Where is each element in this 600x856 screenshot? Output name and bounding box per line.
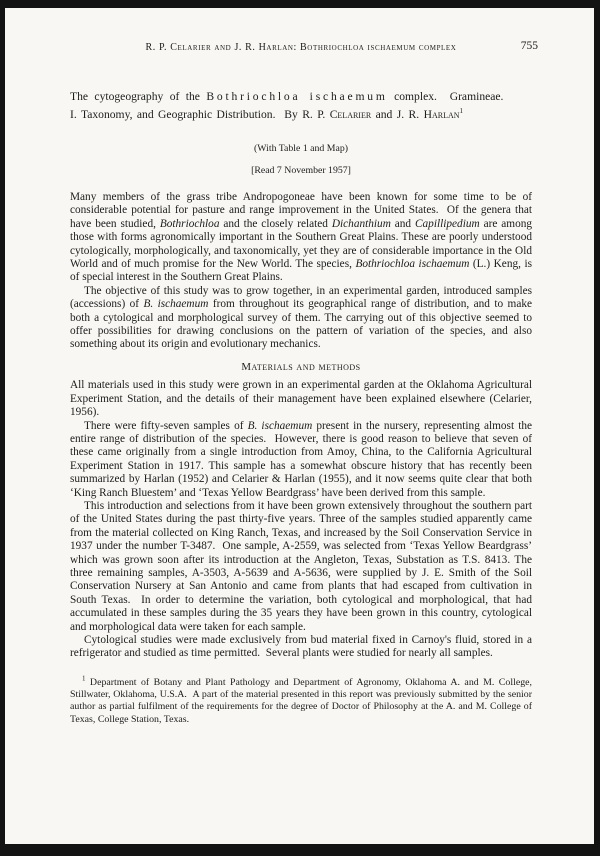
paragraph: The objective of this study was to grow together, in an experimental garden, introduced samples (accessions) of B. ischaemum from throughout its geographical range of distribution, and to make both a cytological and morphological survey of them. The carrying out of this objective seemed to offer possibilities for drawing conclusions on the pattern of variation of the species, and also something about its origin and evolutionary mechanics. [70, 284, 533, 351]
article-title-line2: I. Taxonomy, and Geographic Distribution. By R. P. Celarier and J. R. Harlan$^1$ [70, 107, 464, 121]
paragraph: Cytological studies were made exclusively from bud material fixed in Carnoy's fluid, stored in a refrigerator and studied as time permitted. Several plants were studied for nearly all samples. [70, 634, 532, 660]
read-date-note: [Read 7 November 1957] [251, 165, 351, 176]
paragraph: There were fifty-seven samples of B. ischaemum present in the nursery, representing almost the entire range of distribution of the species. However, there is good reason to believe that seven of these came originally from a single introduction from Amoy, China, to the California Agricultural Experiment Station in 1917. This sample has a somewhat obscure history that has recently been summarized by Harlan (1952) and Celarier & Harlan (1955), and it now seems quite clear that both ‘King Ranch Bluestem’ and ‘Texas Yellow Beardgrass’ have been derived from this sample. [70, 419, 532, 499]
table-map-note: (With Table 1 and Map) [254, 143, 348, 154]
paragraph: Many members of the grass tribe Andropogoneae have been known for some time to be of considerable potential for pasture and range improvement in the United States. Of the genera that have been studied, Bothriochloa and the closely related Dichanthium and Capillipedium are among those with forms agronomically important in the Southern Great Plains. These are poorly understood cytologically, morphologically, and taxonomically, yet they are of considerable importance in the Old World and of much promise for the New World. The species, Bothriochloa ischaemum (L.) Keng, is of special interest in the Southern Great Plains. [70, 191, 533, 284]
section-heading: Materials and methods [241, 360, 361, 373]
article-title-line1: The cytogeography of the Bothriochloa ischaemum complex. Gramineae. [70, 90, 504, 103]
paragraph: All materials used in this study were grown in an experimental garden at the Oklahoma Agricultural Experiment Station, and the details of their management have been explained elsewhere (Celarier, 1956). [70, 379, 532, 419]
page [5, 8, 594, 844]
article-title [70, 89, 532, 123]
page-number: 755 [520, 40, 538, 52]
running-head [70, 40, 538, 53]
running-head-title: R. P. Celarier and J. R. Harlan: Bothriochloa ischaemum complex [145, 42, 457, 53]
paragraph: This introduction and selections from it have been grown extensively throughout the southern part of the United States during the past thirty-five years. Three of the samples studied apparently came from the material collected on King Ranch, Texas, and increased by the Soil Conservation Service in 1937 under the number T-3487. One sample, A-2559, was selected from ‘Texas Yellow Beardgrass’ which was grown soon after its introduction at the Angleton, Texas, Substation as T.S. 8413. The three remaining samples, A-3503, A-5639 and A-5636, were supplied by J. E. Smith of the Soil Conservation Nursery at San Antonio and came from plants that had escaped from cultivation in South Texas. In order to determine the variation, both cytological and morphological, that had accumulated in these samples during the 35 years they have been grown in this country, cytological and morphological data were taken for each sample. [70, 499, 532, 633]
footnote: $^1$ Department of Botany and Plant Pathology and Department of Agronomy, Oklahoma A. and M. College, Stillwater, Oklahoma, U.S.A. A part of the material presented in this report was previously submitted by the senior author as partial fulfilment of the requirements for the degree of Doctor of Philosophy at the A. and M. College of Texas, College Station, Texas. [70, 674, 532, 725]
article-body [70, 191, 532, 661]
